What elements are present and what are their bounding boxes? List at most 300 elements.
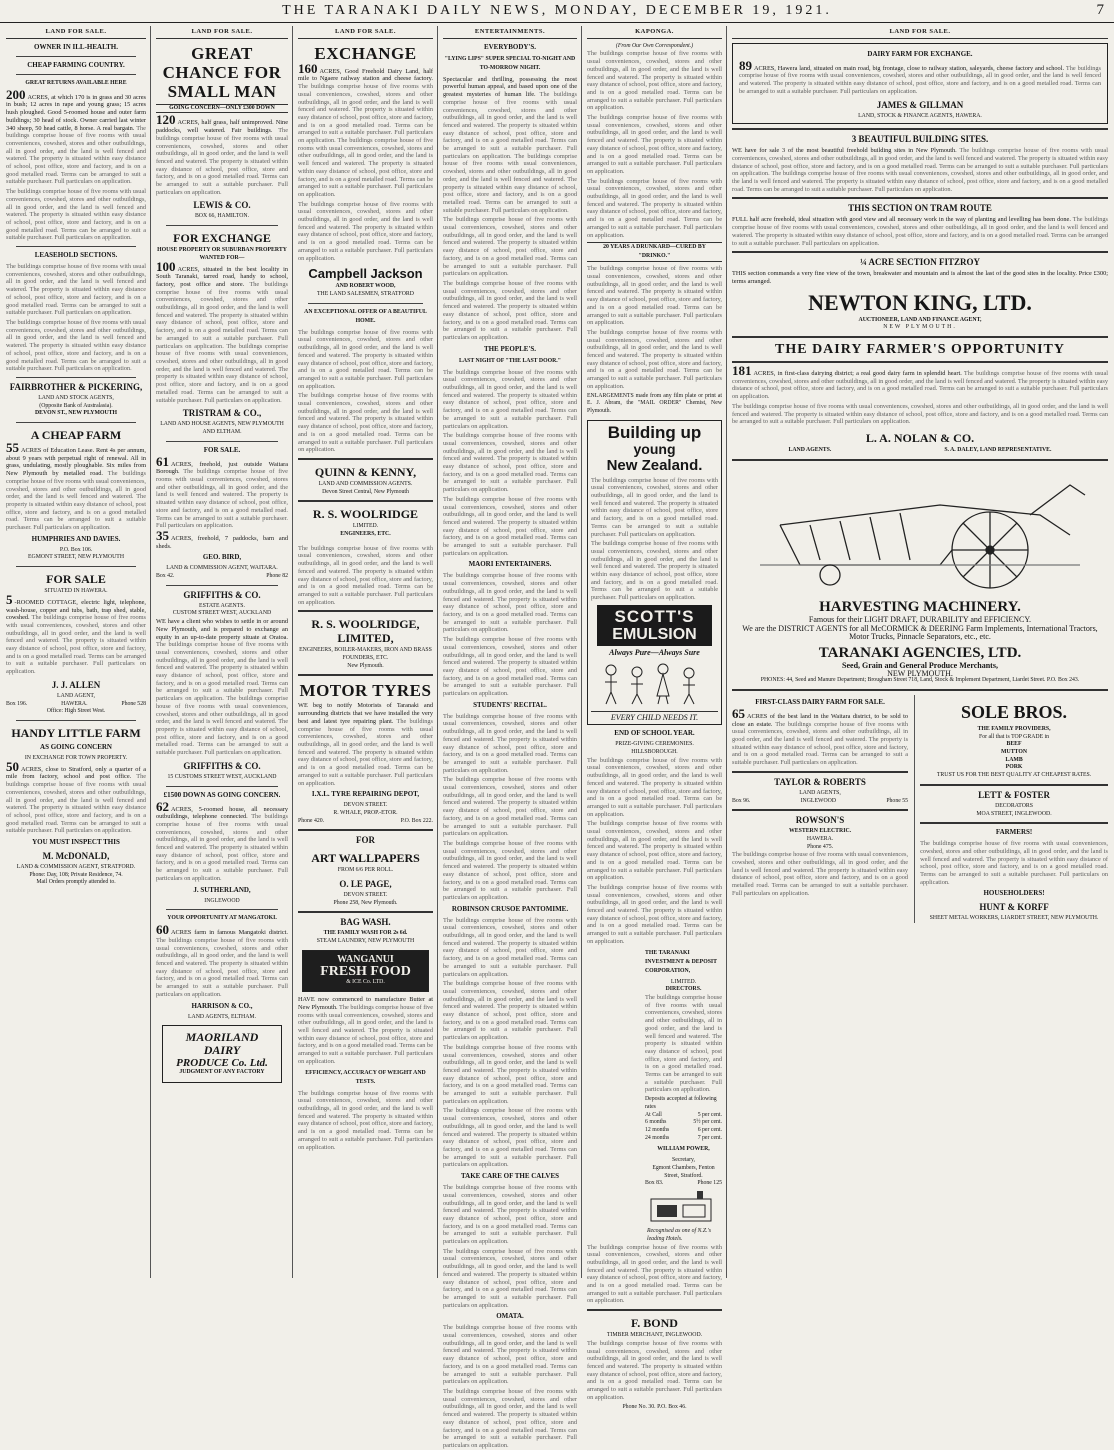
divider <box>298 500 433 502</box>
column-5 <box>587 28 722 1410</box>
text-kitchen-cap: Recognised as one of N.Z.'s leading Hotels. <box>647 1228 712 1242</box>
text-humphries-addr: EGMONT STREET, NEW PLYMOUTH <box>27 554 125 561</box>
text-fill-text: The buildings comprise house of five rooms with usual conveniences, cowshed, stores and other outbuildings, all in good order, and the land is well fenced and watered. The property is situated within easy distance of school, post office, store and factory, and is on a good metalled road. Terms can be arranged to suit a suitable purchaser. Full particulars on application. <box>156 342 288 404</box>
text-fill-text: The buildings comprise house of five rooms with usual conveniences, cowshed, stores and other outbuildings, all in good order, and the land is well fenced and watered. The property is situated within easy distance of school, post office, store and factory, and is on a good metalled road. Terms can be arranged to suit a suitable purchaser. Full particulars on application. <box>587 1339 722 1401</box>
text-fill-text: The buildings comprise house of five rooms with usual conveniences, cowshed, stores and other outbuildings, all in good order, and the land is well fenced and watered. The property is situated within easy distance of school, post office, store and factory, and is on a good metalled road. Terms can be arranged to suit a suitable purchaser. Full particulars on application. <box>920 840 1108 886</box>
text-griffiths-text: WE have a client who wishes to settle in or around New Plymouth, and is prepared to exchange an equity in an up-to-date property situate at Oratoa. <box>156 618 288 641</box>
text-tram-text: FULL half acre freehold, ideal situation with good view and all necessary work in the way of planting and levelling has been done. <box>732 216 1071 224</box>
text-efficiency: EFFICIENCY, ACCURACY OF WEIGHT AND TESTS. <box>305 1069 426 1085</box>
wanganui-logo <box>302 950 429 992</box>
text-nolan-sub: LAND AGENTS. <box>788 446 832 453</box>
ad-body <box>156 618 288 757</box>
text-bagwash-name: STEAM LAUNDRY, NEW PLYMOUTH <box>316 938 415 945</box>
text-woolridge-ltd: LIMITED. <box>352 523 379 530</box>
text-taranaki-inv: THE TARANAKI INVESTMENT & DEPOSIT CORPORATION, <box>645 949 717 974</box>
text-fill-text: The buildings comprise house of five rooms with usual conveniences, cowshed, stores and other outbuildings, all in good order, and the land is well fenced and watered. The property is situated within easy distance of school, post office, store and factory, and is on a good metalled road. Terms can be arranged to suit a suitable purchaser. Full particulars on application. <box>587 114 722 175</box>
text-fill-text: The buildings comprise house of five rooms with usual conveniences, cowshed, stores and other outbuildings, all in good order, and the land is well fenced and watered. The property is situated within easy distance of school, post office, store and factory, and is on a good metalled road. Terms can be arranged to suit a suitable purchaser. Full particulars on application. <box>645 993 722 1094</box>
ad-heading: THIS SECTION ON TRAM ROUTE <box>848 203 992 214</box>
text-campbell-sub: AND ROBERT WOOD, <box>335 283 396 290</box>
scotts-logo <box>597 605 712 646</box>
text-fill-text: The buildings comprise house of five rooms with usual conveniences, cowshed, stores and other outbuildings, all in good order, and the land is well fenced and watered. The property is situated within easy distance of school, post office, store and factory, and is on a good metalled road. Terms can be arranged to suit a suitable purchaser. Full particulars on application. <box>443 1184 577 1246</box>
column-rule <box>437 26 438 1278</box>
text-opp-line: YOUR OPPORTUNITY AT MANGATOKI. <box>167 915 277 922</box>
text-wpower-sub: Secretary, <box>672 1157 695 1164</box>
text-fill-text: The buildings comprise house of five rooms with usual conveniences, cowshed, stores and other outbuildings, all in good order, and the land is well fenced and watered. The property is situated within easy distance of school, post office, store and factory, and is on a good metalled road. Terms can be arranged to suit a suitable purchaser. Full particulars on application. <box>443 1247 577 1309</box>
text-nolan-sub2: S. A. DALEY, LAND REPRESENTATIVE. <box>944 446 1052 453</box>
text-sutherland-place: INGLEWOOD <box>204 897 240 904</box>
ad-body <box>156 112 288 196</box>
text-forsale-sub: SITUATED IN HAWERA. <box>44 588 108 595</box>
text-scott-1: SCOTT'S <box>614 606 695 626</box>
ad-heading: BAG WASH. <box>340 917 391 928</box>
text-sole-lamb: LAMB <box>1005 756 1023 763</box>
text-allen-place: HAWERA. <box>61 700 88 707</box>
text-fill-text: The buildings comprise house of five rooms with usual conveniences, cowshed, stores and other outbuildings, all in good order, and the land is well fenced and watered. The property is situated within easy distance of school, post office, store and factory, and is on a good metalled road. Terms can be arranged to suit a suitable purchaser. Full particulars on application. <box>156 695 288 757</box>
text-hunt-sub: SHEET METAL WORKERS, LIARDET STREET, NEW PLYMOUTH. <box>929 915 1099 922</box>
text-last-night: LAST NIGHT OF "THE LAST DOOR." <box>459 357 561 364</box>
text-fill-text: The buildings comprise house of five rooms with usual conveniences, cowshed, stores and other outbuildings, all in good order, and the land is well fenced and watered. The property is situated within easy distance of school, post office, store and factory, and is on a good metalled road. Terms can be arranged to suit a suitable purchaser. Full particulars on application. <box>443 368 577 430</box>
text-woolridge2-sub: ENGINEERS, BOILER-MAKERS, IRON AND BRASS FOUNDERS, ETC. <box>299 647 432 662</box>
text-james-sub: LAND, STOCK & FINANCE AGENTS, HAWERA. <box>858 112 982 119</box>
divider <box>166 585 278 586</box>
text-fill-text: The buildings comprise house of five rooms with usual conveniences, cowshed, stores and other outbuildings, all in good order, and the land is well fenced and watered. The property is situated within easy distance of school, post office, store and factory, and is on a good metalled road. Terms can be arranged to suit a suitable purchaser. Full particulars on application. <box>591 540 718 602</box>
agent-name: LETT & FOSTER <box>978 789 1050 800</box>
text-fill-text: The buildings comprise house of five rooms with usual conveniences, cowshed, stores and other outbuildings, all in good order, and the land is well fenced and watered. The property is situated within easy distance of school, post office, store and factory, and is on a good metalled road. Terms can be arranged to suit a suitable purchaser. Full particulars on application. <box>156 280 288 350</box>
agent-name: FAIRBROTHER & PICKERING, <box>9 381 143 392</box>
agent-name: GRIFFITHS & CO. <box>183 589 261 600</box>
column-rule <box>292 26 293 1278</box>
text-directors: DIRECTORS. <box>665 986 702 993</box>
text-rate-call-v: 5 per cent. <box>697 1111 722 1118</box>
text-fill-text: The buildings comprise house of five rooms with usual conveniences, cowshed, stores and other outbuildings, all in good order, and the land is well fenced and watered. The property is situated within easy distance of school, post office, store and factory, and is on a good metalled road. Terms can be arranged to suit a suitable purchaser. Full particulars on application. <box>732 851 909 897</box>
text-peoples: THE PEOPLE'S. <box>483 344 537 353</box>
text-ad55-text: ACRES of Education Lease. Rent 4s per annum, about 9 years with perpetual right of renewal. All in grass, undulating, mostly ploughable. Six miles from New Plymouth by metalled road. <box>6 447 146 478</box>
text-humphries: HUMPHRIES AND DAVIES. <box>31 534 121 543</box>
text-sole-beef: BEEF <box>1006 741 1022 748</box>
text-ad50-num: 50 <box>6 758 19 774</box>
text-bird-sub: LAND & COMMISSION AGENT, WAITARA. <box>166 565 278 572</box>
text-manuf-text: HAVE now commenced to manufacture Butter at New Plymouth. <box>298 996 433 1011</box>
text-tyres-text: WE beg to notify Motorists of Taranaki and surrounding districts that we have installed the very best and latest tyre repairing plant. <box>298 702 433 725</box>
text-fitzroy-text: THIS section commands a very fine view of the town, breakwater and mountain and is almost the last of the good sites in the locality. Price £300; terms arranged. <box>732 270 1108 285</box>
text-tarag-phones: PHONES: 44, Seed and Manure Department; Brougham Street 718, Land, Stock & Implement Department, Liardet Street. P.O. Box 243. <box>760 677 1080 684</box>
harvester-illustration-icon <box>740 465 1100 595</box>
text-mdonald-mail: Mail Orders promptly attended to. <box>36 879 116 886</box>
ad-body: The buildings comprise house of five rooms with usual conveniences, cowshed, stores and other outbuildings, all in good order, and the land is well fenced and watered. The property is situated within easy distance of school, post office, store and factory, and is on a good metalled road. Terms can be arranged to suit a suitable purchaser. Full particulars on application. <box>6 263 146 317</box>
text-taylor-place: INGLEWOOD <box>800 797 837 804</box>
text-fill-text: The buildings comprise house of five rooms with usual conveniences, cowshed, stores and other outbuildings, all in good order, and the land is well fenced and watered. The property is situated within easy distance of school, post office, store and factory, and is on a good metalled road. Terms can be arranged to suit a suitable purchaser. Full particulars on application. <box>587 177 722 239</box>
text-ad62-text: ACRES, 5-roomed house, all necessary outbuildings, telephone connected. <box>156 805 288 821</box>
agent-name: TARANAKI AGENCIES, LTD. <box>818 644 1022 661</box>
section-header: ENTERTAINMENTS. <box>443 28 577 39</box>
divider <box>16 246 136 247</box>
text-lxl: I.X.L. TYRE REPAIRING DEPOT, <box>311 790 420 799</box>
text-building-2: young <box>633 440 676 457</box>
text-fill-text: The buildings comprise house of five rooms with usual conveniences, cowshed, stores and other outbuildings, all in good order, and the land is well fenced and watered. The property is situated within easy distance of school, post office, store and factory, and is on a good metalled road. Terms can be arranged to suit a suitable purchaser. Full particulars on application. <box>298 83 433 145</box>
text-body-text: Spectacular and thrilling, possessing the most powerful human appeal, and based upon one of the greatest mysteries of human life. <box>443 75 577 99</box>
text-ad89-num: 89 <box>739 57 752 73</box>
text-tic-ltd: LIMITED. <box>670 978 697 985</box>
masthead-title: THE TARANAKI DAILY NEWS, MONDAY, DECEMBER 19, 1921. <box>282 3 832 18</box>
text-allen-phone: Phone 528 <box>121 700 146 707</box>
agent-name: TRISTRAM & CO., <box>182 408 262 419</box>
ad-heading: OWNER IN ILL-HEALTH. <box>34 42 118 51</box>
text-ad50-text: ACRES, close to Stratford, only a quarter of a mile from factory, school and post office. <box>6 765 146 781</box>
agent-name: ROWSON'S <box>795 815 845 826</box>
text-fill-text: The buildings comprise house of five rooms with usual conveniences, cowshed, stores and other outbuildings, all in good order, and the land is well fenced and watered. The property is situated within easy distance of school, post office, store and factory, and is on a good metalled road. Terms can be arranged to suit a suitable purchaser. Full particulars on application. <box>298 392 433 454</box>
kitchen-range-icon <box>647 1191 717 1225</box>
divider <box>920 784 1108 786</box>
ad-heading: LEASEHOLD SECTIONS. <box>34 251 118 260</box>
text-fill-text: The buildings comprise house of five rooms with usual conveniences, cowshed, stores and other outbuildings, all in good order, and the land is well fenced and watered. The property is situated within easy distance of school, post office, store and factory, and is on a good metalled road. Terms can be arranged to suit a suitable purchaser. Full particulars on application. <box>443 980 577 1042</box>
section-header: LAND FOR SALE. <box>6 28 146 39</box>
text-ad160-text: ACRES, Good Freehold Dairy Land, half mile to Ngaere railway station and cheese factory. <box>298 67 433 83</box>
text-allen-box: Box 196. <box>6 700 28 707</box>
text-fill-text: The buildings comprise house of five rooms with usual conveniences, cowshed, stores and other outbuildings, all in good order, and the land is well fenced and watered. The property is situated within easy distance of school, post office, store and factory, and is on a good metalled road. Terms can be arranged to suit a suitable purchaser. Full particulars on application. <box>6 470 146 532</box>
text-maoriland-1: MAORILAND DAIRY <box>185 1030 259 1058</box>
text-h-exceptional: AN EXCEPTIONAL OFFER OF A BEAUTIFUL HOME. <box>304 308 427 324</box>
text-sole-sub: THE FAMILY PROVIDERS, <box>977 725 1051 732</box>
text-fill-text: The buildings comprise house of five rooms with usual conveniences, cowshed, stores and other outbuildings, all in good order, and the land is well fenced and watered. The property is situated within easy distance of school, post office, store and factory, and is on a good metalled road. Terms can be arranged to suit a suitable purchaser. Full particulars on application. <box>732 402 1108 426</box>
agent-name: JAMES & GILLMAN <box>876 99 964 110</box>
text-fill-text: The buildings comprise house of five rooms with usual conveniences, cowshed, stores and other outbuildings, all in good order, and the land is well fenced and watered. The property is situated within easy distance of school, post office, store and factory, and is on a good metalled road. Terms can be arranged to suit a suitable purchaser. Full particulars on application. <box>732 170 1108 193</box>
text-building-3: New Zealand. <box>606 456 703 474</box>
text-h-households: HOUSEHOLDERS! <box>983 889 1045 898</box>
text-rate-12-v: 6 per cent. <box>697 1126 722 1133</box>
children-illustration-icon <box>595 660 715 708</box>
text-rate-6: 6 months <box>645 1119 667 1126</box>
text-lxl-phone: Phone 420. <box>298 817 325 824</box>
text-ad61-text: ACRES, freehold, just outside Waitara Borough. <box>156 460 288 476</box>
text-fill-text: The buildings comprise house of five rooms with usual conveniences, cowshed, stores and other outbuildings, all in good order, and the land is well fenced and watered. The property is situated within easy distance of school, post office, store and factory, and is on a good metalled road. Terms can be arranged to suit a suitable purchaser. Full particulars on application. <box>156 813 288 882</box>
text-ad65-text: ACRES of the best land in the Waitara district, to be sold to close an estate. <box>732 712 909 728</box>
text-rate-12: 12 months <box>645 1126 670 1133</box>
text-fill-text: The buildings comprise house of five rooms with usual conveniences, cowshed, stores and other outbuildings, all in good order, and the land is well fenced and watered. The property is situated within easy distance of school, post office, store and factory, and is on a good metalled road. Terms can be arranged to suit a suitable purchaser. Full particulars on application. <box>443 712 577 774</box>
column-1 <box>6 28 146 1278</box>
maoriland-ad <box>162 1025 282 1083</box>
text-fairbrother-place: DEVON ST., NEW PLYMOUTH <box>34 410 118 417</box>
text-ad65-num: 65 <box>732 705 745 721</box>
text-scott-cap: EVERY CHILD NEEDS IT. <box>591 711 718 722</box>
text-lewis-box: BOX 66, HAMILTON. <box>194 213 250 220</box>
text-mdonald-phone: Phone: Day, 108; Private Residence, 74. <box>29 871 123 878</box>
text-ad181-num: 181 <box>732 363 752 379</box>
text-ad61-num: 61 <box>156 453 169 469</box>
text-bond-phone: Phone No. 30. P.O. Box 46. <box>622 1403 687 1410</box>
column-4 <box>443 28 578 1449</box>
text-page-addr: DEVON STREET. <box>343 892 388 899</box>
text-bond-sub: TIMBER MERCHANT, INGLEWOOD. <box>606 1332 703 1339</box>
divider <box>732 336 1108 338</box>
ad-heading: GREAT CHANCE FOR SMALL MAN <box>162 43 282 101</box>
text-griffiths2-addr: 15 CUSTOMS STREET WEST, AUCKLAND <box>167 773 277 780</box>
ad-body <box>156 258 288 405</box>
text-fill-text: The buildings comprise house of five rooms with usual conveniences, cowshed, stores and other outbuildings, all in good order, and the land is well fenced and watered. The property is situated within easy distance of school, post office, store and factory, and is on a good metalled road. Terms can be arranged to suit a suitable purchaser. Full particulars on application. <box>443 776 577 838</box>
divider <box>166 786 278 787</box>
text-harvest-sub: Famous for their LIGHT DRAFT, DURABILITY and EFFICIENCY. <box>808 614 1032 624</box>
text-harrison-sub: LAND AGENTS, ELTHAM. <box>187 1013 257 1020</box>
scotts-emulsion-ad <box>587 420 722 726</box>
divider <box>732 128 1108 130</box>
text-h-forsale: FOR SALE. <box>203 445 241 454</box>
text-fill-text: The buildings comprise house of five rooms with usual conveniences, cowshed, stores and other outbuildings, all in good order, and the land is well fenced and watered. The property is situated within easy distance of school, post office, store and factory, and is on a good metalled road. Terms can be arranged to suit a suitable purchaser. Full particulars on application. <box>443 279 577 341</box>
agent-name: GRIFFITHS & CO. <box>183 760 261 771</box>
divider <box>732 459 1108 461</box>
text-allen-sub: LAND AGENT, <box>57 692 95 699</box>
divider <box>166 441 278 442</box>
text-lxl-box: P.O. Box 222. <box>400 817 433 824</box>
divider <box>732 689 1108 691</box>
ad-heading: MOTOR TYRES <box>299 681 432 701</box>
text-ad120-text: ACRES, half grass, half unimproved. Nine paddocks, well watered. Fair buildings. <box>156 119 288 135</box>
text-scott-2: EMULSION <box>612 625 697 643</box>
divider <box>166 225 278 226</box>
text-lett-addr: MOA STREET, INGLEWOOD. <box>976 810 1052 817</box>
text-ad35-text: ACRES, freehold, 7 paddocks, barn and sheds. <box>156 534 288 550</box>
text-fill-text: The buildings comprise house of five rooms with usual conveniences, cowshed, stores and other outbuildings, all in good order, and the land is well fenced and watered. The property is situated within easy distance of school, post office, store and factory, and is on a good metalled road. Terms can be arranged to suit a suitable purchaser. Full particulars on application. <box>298 137 433 198</box>
ad-body: The buildings comprise house of five rooms with usual conveniences, cowshed, stores and other outbuildings, all in good order, and the land is well fenced and watered. The property is situated within easy distance of school, post office, store and factory, and is on a good metalled road. Terms can be arranged to suit a suitable purchaser. Full particulars on application. <box>6 318 146 373</box>
ad-body <box>298 60 433 199</box>
text-fill-text: The buildings comprise house of five rooms with usual conveniences, cowshed, stores and other outbuildings, all in good order, and the land is well fenced and watered. The property is situated within easy distance of school, post office, store and factory, and is on a good metalled road. Terms can be arranged to suit a suitable purchaser. Full particulars on application. <box>587 1243 722 1305</box>
ad-heading: EXCHANGE <box>314 43 417 63</box>
text-griffiths-place: CUSTOM STREET WEST, AUCKLAND <box>172 610 272 617</box>
text-fill-text: The buildings comprise house of five rooms with usual conveniences, cowshed, stores and other outbuildings, all in good order, and the land is well fenced and watered. The property is situated within easy distance of school, post office, store and factory, and is on a good metalled road. Terms can be arranged to suit a suitable purchaser. Full particulars on application. <box>298 200 433 262</box>
ad-heading: FIRST-CLASS DAIRY FARM FOR SALE. <box>755 697 885 706</box>
agent-name: HUNT & KORFF <box>979 902 1049 913</box>
masthead <box>0 0 1114 23</box>
text-fill-text: The buildings comprise house of five rooms with usual conveniences, cowshed, stores and other outbuildings, all in good order, and the land is well fenced and watered. The property is situated within easy distance of school, post office, store and factory, and is on a good metalled road. Terms can be arranged to suit a suitable purchaser. Full particulars on application. <box>587 50 722 112</box>
agent-name: Campbell Jackson <box>308 266 423 282</box>
text-tarag-sub: Seed, Grain and General Produce Merchants, <box>842 660 998 670</box>
divider <box>16 720 136 721</box>
text-sole-pork: PORK <box>1005 764 1023 771</box>
text-newton-sub: AUCTIONEER, LAND AND FINANCE AGENT, <box>858 316 982 323</box>
text-rate-24: 24 months <box>645 1134 670 1141</box>
text-wpower: WILLIAM POWER, <box>657 1146 710 1153</box>
text-fill-text: The buildings comprise house of five rooms with usual conveniences, cowshed, stores and other outbuildings, all in good order, and the land is well fenced and watered. The property is situated within easy distance of school, post office, store and factory, and is on a good metalled road. Terms can be arranged to suit a suitable purchaser. Full particulars on application. <box>443 1387 577 1449</box>
text-building-1: Building up <box>607 422 702 442</box>
agent-name: J. J. ALLEN <box>51 679 101 690</box>
divider <box>16 566 136 567</box>
text-omata: OMATA. <box>496 1312 524 1321</box>
text-ad100-num: 100 <box>156 258 176 274</box>
ad-body <box>6 440 146 532</box>
column-rule <box>726 26 727 1278</box>
agent-name: O. LE PAGE, <box>339 879 392 890</box>
agent-name: GEO. BIRD, <box>202 553 242 562</box>
column-6 <box>732 28 1108 1278</box>
text-rate-call: At Call <box>645 1111 662 1118</box>
ad-body: The buildings comprise house of five rooms with usual conveniences, cowshed, stores and other outbuildings, all in good order, and the land is well fenced and watered. The property is situated within easy distance of school, post office, store and factory, and is on a good metalled road. Terms can be arranged to suit a suitable purchaser. Full particulars on application. <box>6 188 146 242</box>
section-header: LAND FOR SALE. <box>298 28 433 39</box>
divider <box>298 610 433 612</box>
text-bagwash-sub: THE FAMILY WASH FOR 2s 6d. <box>323 930 408 937</box>
text-tristram-sub: LAND AND HOUSE AGENTS, NEW PLYMOUTH AND ELTHAM. <box>160 421 284 435</box>
divider <box>16 74 136 75</box>
text-fill-text: The buildings comprise house of five rooms with usual conveniences, cowshed, stores and other outbuildings, all in good order, and the land is well fenced and watered. The property is situated within easy distance of school, post office, store and factory, and is on a good metalled road. Terms can be arranged to suit a suitable purchaser. Full particulars on application. <box>156 936 288 998</box>
agent-name: R. S. WOOLRIDGE, LIMITED, <box>311 617 420 646</box>
ad-heading: 3 BEAUTIFUL BUILDING SITES. <box>851 134 989 145</box>
text-lett-sub: DECORATORS <box>995 802 1033 809</box>
text-fill-text: The buildings comprise house of five rooms with usual conveniences, cowshed, stores and other outbuildings, all in good order, and the land is well fenced and watered. The property is situated within easy distance of school, post office, store and factory, and is on a good metalled road. Terms can be arranged to suit a suitable purchaser. Full particulars on application. <box>298 1089 433 1151</box>
text-lying-lips: "LYING LIPS" SUPER SPECIAL TO-NIGHT AND TO-MORROW NIGHT. <box>444 55 576 71</box>
section-header: LAND FOR SALE. <box>732 28 1108 39</box>
text-fill-text: The buildings comprise house of five rooms with usual conveniences, cowshed, stores and other outbuildings, all in good order, and the land is well fenced and watered. The property is situated within easy distance of school, post office, store and factory, and is on a good metalled road. Terms can be arranged to suit a suitable purchaser. Full particulars on application. <box>587 265 722 327</box>
text-fill-text: The buildings comprise house of five rooms with usual conveniences, cowshed, stores and other outbuildings, all in good order, and the land is well fenced and watered. The property is situated within easy distance of school, post office, store and factory, and is on a good metalled road. Terms can be arranged to suit a suitable purchaser. Full particulars on application. <box>587 328 722 390</box>
text-lxl-name: R. WHALE, PROP.-ETOR. <box>333 809 398 816</box>
divider <box>298 911 433 913</box>
agent-name: NEWTON KING, LTD. <box>808 289 1032 315</box>
text-wpower-phone: Phone 125 <box>697 1180 722 1187</box>
text-fill-text: The buildings comprise house of five rooms with usual conveniences, cowshed, stores and other outbuildings, all in good order, and the land is well fenced and watered. The property is situated within easy distance of school, post office, store and factory, and is on a good metalled road. Terms can be arranged to suit a suitable purchaser. Full particulars on application. <box>591 476 718 538</box>
text-ad5-text: -ROOMED COTTAGE, electric light, telephone, wash-house, copper and tubs, bath, trap shed, stable, cowshed. <box>6 598 146 622</box>
ad-body <box>298 996 433 1065</box>
ad-body <box>156 527 288 550</box>
text-mdonald-sub: LAND & COMMISSION AGENT, STRATFORD. <box>16 864 136 871</box>
text-woolridge2-addr: New Plymouth. <box>347 662 384 669</box>
text-quinn-addr: Devon Street Central, New Plymouth <box>322 488 409 495</box>
text-fill-text: The buildings comprise house of five rooms with usual conveniences, cowshed, stores and other outbuildings, all in good order, and the land is well fenced and watered. The property is situated within easy distance of school, post office, store and factory, and is on a good metalled road. Terms can be arranged to suit a suitable purchaser. Full particulars on application. <box>298 544 433 606</box>
text-ad200-num: 200 <box>6 86 26 102</box>
text-lxl-addr: DEVON STREET. <box>343 802 388 809</box>
text-fill-text: The buildings comprise house of five rooms with usual conveniences, cowshed, stores and other outbuildings, all in good order, and the land is well fenced and watered. The property is situated within easy distance of school, post office, store and factory, and is on a good metalled road. Terms can be arranged to suit a suitable purchaser. Full particulars on application. <box>443 916 577 978</box>
text-ad62-num: 62 <box>156 798 169 814</box>
text-fill-text: The buildings comprise house of five rooms with usual conveniences, cowshed, stores and other outbuildings, all in good order, and the land is well fenced and watered. The property is situated within easy distance of school, post office, store and factory, and is on a good metalled road. Terms can be arranged to suit a suitable purchaser. Full particulars on application. <box>298 1003 433 1065</box>
text-fill-text: The buildings comprise house of five rooms with usual conveniences, cowshed, stores and other outbuildings, all in good order, and the land is well fenced and watered. The property is situated within easy distance of school, post office, store and factory, and is on a good metalled road. Terms can be arranged to suit a suitable purchaser. Full particulars on application. <box>298 717 433 787</box>
text-fill-text: The buildings comprise house of five rooms with usual conveniences, cowshed, stores and other outbuildings, all in good order, and the land is well fenced and watered. The property is situated within easy distance of school, post office, store and factory, and is on a good metalled road. Terms can be arranged to suit a suitable purchaser. Full particulars on application. <box>298 328 433 390</box>
text-calves: TAKE CARE OF THE CALVES <box>460 1172 560 1181</box>
text-recital: STUDENTS' RECITAL. <box>473 700 547 709</box>
text-newton-place: NEW PLYMOUTH. <box>883 324 957 331</box>
text-ad55-num: 55 <box>6 440 19 456</box>
text-wpower-box: Box 83. <box>645 1180 664 1187</box>
text-prize: PRIZE-GIVING CEREMONIES. <box>615 741 694 748</box>
text-fill-text: The buildings comprise house of five rooms with usual conveniences, cowshed, stores and other outbuildings, all in good order, and the land is well fenced and watered. The property is situated within easy distance of school, post office, store and factory, and is on a good metalled road. Terms can be arranged to suit a suitable purchaser. Full particulars on application. <box>443 1107 577 1169</box>
ad-heading: HANDY LITTLE FARM <box>11 726 141 740</box>
text-fill-text: The buildings comprise house of five rooms with usual conveniences, cowshed, stores and other outbuildings, all in good order, and the land is well fenced and watered. The property is situated within easy distance of school, post office, store and factory, and is on a good metalled road. Terms can be arranged to suit a suitable purchaser. Full particulars on application. <box>6 773 147 835</box>
text-fairbrother-sub: LAND AND STOCK AGENTS, <box>38 394 114 401</box>
divider <box>732 197 1108 199</box>
divider <box>16 422 136 423</box>
text-sole-line: For all that is TOP GRADE in <box>978 733 1050 740</box>
divider <box>920 822 1108 824</box>
text-fairbrother-bank: (Opposite Bank of Australasia). <box>39 402 113 409</box>
text-fill-text: The buildings comprise house of five rooms with usual conveniences, cowshed, stores and other outbuildings, all in good order, and the land is well fenced and watered. The property is situated within easy distance of school, post office, store and factory, and is on a good metalled road. Terms can be arranged to suit a suitable purchaser. Full particulars on application. <box>587 756 722 818</box>
text-fill-text: The buildings comprise house of five rooms with usual conveniences, cowshed, stores and other outbuildings, all in good order, and the land is well fenced and watered. The property is situated within easy distance of school, post office, store and factory, and is on a good metalled road. Terms can be arranged to suit a suitable purchaser. Full particulars on application. <box>443 636 577 698</box>
text-maoriland-2: PRODUCE Co. Ltd. <box>176 1057 268 1070</box>
text-sole-trust: TRUST US FOR THE BEST QUALITY AT CHEAPEST RATES. <box>936 772 1092 779</box>
text-rowson-phone: Phone 475. <box>806 843 834 850</box>
text-fill-text: The buildings comprise house of five rooms with usual conveniences, cowshed, stores and other outbuildings, all in good order, and the land is well fenced and watered. The property is situated within easy distance of school, post office, store and factory, and is on a good metalled road. Terms can be arranged to suit a suitable purchaser. Full particulars on application. <box>443 495 577 557</box>
section-header: LAND FOR SALE. <box>156 28 288 39</box>
text-harrison: HARRISON & CO., <box>191 1001 253 1010</box>
text-rowson-place: HAWERA. <box>806 835 834 842</box>
text-ad100-text: ACRES, situated in the best locality in South Taranaki, tarred road, handy to school, factory, post office and store. <box>156 265 288 288</box>
text-page-phone: Phone 258, New Plymouth. <box>333 899 398 906</box>
text-end-school: END OF SCHOOL YEAR. <box>614 729 695 738</box>
text-woolridge-eng: ENGINEERS, ETC. <box>340 531 391 538</box>
text-fill-text: The buildings comprise house of five rooms with usual conveniences, cowshed, stores and other outbuildings, all in good order, and the land is well fenced and watered. The property is situated within easy distance of school, post office, store and factory, and is on a good metalled road. Terms can be arranged to suit a suitable purchaser. Full particulars on application. <box>443 1043 577 1105</box>
text-wanganui-2: FRESH FOOD <box>320 963 411 979</box>
text-deposits: Deposits accepted at following rates <box>645 1096 717 1110</box>
text-fill-text: The buildings comprise house of five rooms with usual conveniences, cowshed, stores and other outbuildings, all in good order, and the land is well fenced and watered. The property is situated within easy distance of school, post office, store and factory, and is on a good metalled road. Terms can be arranged to suit a suitable purchaser. Full particulars on application. <box>587 883 722 945</box>
text-fill-text: The buildings comprise house of five rooms with usual conveniences, cowshed, stores and other outbuildings, all in good order, and the land is well fenced and watered. The property is situated within easy distance of school, post office, store and factory, and is on a good metalled road. Terms can be arranged to suit a suitable purchaser. Full particulars on application. <box>156 127 288 196</box>
text-ad200-text: ACRES, at which 170 is in grass and 30 acres in bush; 12 acres in rape and young grass; 15 acres hush ploughed. Good 5-roomed house and outer farm buildings; 30 head of stock. Owner carried last winter 340 sheep, 50 head cattle, 8 horse. A real bargain. <box>6 93 146 132</box>
section-header: KAPONGA. <box>587 28 722 39</box>
text-ad60-text: ACRES farm in famous Mangatoki district. <box>171 929 288 937</box>
text-griffiths-sub: ESTATE AGENTS. <box>199 602 245 609</box>
text-concern-line: GOING CONCERN—ONLY £300 DOWN <box>156 104 288 114</box>
text-everybodys: EVERYBODY'S. <box>483 42 537 51</box>
ad-heading: FOR SALE <box>46 572 106 587</box>
text-maori-ent: MAORI ENTERTAINERS. <box>468 560 552 569</box>
text-fill-text: The buildings comprise house of five rooms with usual conveniences, cowshed, stores and other outbuildings, all in good order, and the land is well fenced and watered. The property is situated within easy distance of school, post office, store and factory, and is on a good metalled road. Terms can be arranged to suit a suitable purchaser. Full particulars on application. <box>443 1324 577 1386</box>
text-concern-sub: IN EXCHANGE FOR TOWN PROPERTY. <box>24 755 128 761</box>
divider <box>732 361 1108 363</box>
text-drunkard: 20 YEARS A DRUNKARD—CURED BY "DRINKO." <box>587 242 722 262</box>
ad-heading: CHEAP FARMING COUNTRY. <box>27 60 125 69</box>
text-ad120-num: 120 <box>156 112 176 128</box>
text-hillsborough: HILLSBOROUGH. <box>631 749 678 755</box>
ad-body <box>6 86 146 186</box>
text-taylor-phone: Phone 55 <box>886 797 909 804</box>
agent-name: SOLE BROS. <box>961 701 1068 722</box>
agent-name: F. BOND <box>631 1316 678 1331</box>
agent-name: R. S. WOOLRIDGE <box>312 507 419 522</box>
divider <box>298 829 433 831</box>
text-taylor-box: Box 96. <box>732 797 751 804</box>
divider <box>587 1309 722 1311</box>
text-corresp: (From Our Own Correspondent.) <box>615 42 694 49</box>
divider <box>166 909 278 910</box>
page-number: 7 <box>1096 2 1104 18</box>
text-wanganui-3: & ICE Co. LTD. <box>346 978 385 985</box>
text-art-sub: FROM 6/6 PER ROLL. <box>337 867 394 874</box>
column-rule <box>150 26 151 1278</box>
text-fill-text: The buildings comprise house of five rooms with usual conveniences, cowshed, stores and other outbuildings, all in good order, and the land is well fenced and watered. The property is situated within easy distance of school, post office, store and factory, and is on a good metalled road. Terms can be arranged to suit a suitable purchaser. Full particulars on application. <box>156 641 288 703</box>
text-wpower-addr: Egmont Chambers, Fenton Street, Stratford. <box>652 1165 715 1179</box>
text-exchange-sub: HOUSE PROPERTY OR SUBURBAN PROPERTY WANTED FOR— <box>157 247 287 261</box>
text-h-farmers: FARMERS! <box>995 828 1033 837</box>
text-humphries-box: P.O. Box 106. <box>59 546 93 553</box>
text-enlarge: ENLARGEMENTS made from any film plate or print at E. J. Abram, the "MAIL ORDER" Chemist, New Plymouth. <box>587 392 722 414</box>
text-fill-text: The buildings comprise house of five rooms with usual conveniences, cowshed, stores and other outbuildings, all in good order, and the land is well fenced and watered. The property is situated within easy distance of school, post office, store and factory, and is on a good metalled road. Terms can be arranged to suit a suitable purchaser. Full particulars on application. <box>443 432 577 494</box>
ad-heading: HARVESTING MACHINERY. <box>819 598 1021 615</box>
bottom-subcolumns <box>732 695 1108 923</box>
text-tarag-place: NEW PLYMOUTH. <box>887 668 953 678</box>
text-fill-text: The buildings comprise house of five rooms with usual conveniences, cowshed, stores and other outbuildings, all in good order, and the land is well fenced and watered. The property is situated within easy distance of school, post office, store and factory, and is on a good metalled road. Terms can be arranged to suit a suitable purchaser. Full particulars on application. <box>732 216 1108 247</box>
text-maoriland-3: JUDGMENT OF ANY FACTORY <box>179 1069 265 1076</box>
text-inspect: YOU MUST INSPECT THIS <box>32 838 120 847</box>
ad-body <box>156 798 288 883</box>
text-h-sutherland: J. SUTHERLAND, <box>193 885 251 894</box>
column-3 <box>298 28 433 1278</box>
text-fill-text: The buildings comprise house of five rooms with usual conveniences, cowshed, stores and other outbuildings, all in good order, and the land is well fenced and watered. The property is situated within easy distance of school, post office, store and factory, and is on a good metalled road. Terms can be arranged to suit a suitable purchaser. Full particulars on application. <box>443 216 577 278</box>
ad-heading: DAIRY FARM FOR EXCHANGE. <box>867 49 973 58</box>
text-ad35-num: 35 <box>156 527 169 543</box>
text-fill-text: The buildings comprise house of five rooms with usual conveniences, cowshed, stores and other outbuildings, all in good order, and the land is well fenced and watered. The property is situated within easy distance of school, post office, store and factory, and is on a good metalled road. Terms can be arranged to suit a suitable purchaser. Full particulars on application. <box>443 91 578 160</box>
agent-name: QUINN & KENNY, <box>314 464 417 479</box>
text-fill-text: The buildings comprise house of five rooms with usual conveniences, cowshed, stores and other outbuildings, all in good order, and the land is well fenced and watered. The property is situated within easy distance of school, post office, store and factory, and is on a good metalled road. Terms can be arranged to suit a suitable purchaser. Full particulars on application. <box>6 614 146 676</box>
text-ad60-num: 60 <box>156 922 169 938</box>
text-rate-6-v: 5½ per cent. <box>693 1119 722 1126</box>
text-h-1500: £1500 DOWN AS GOING CONCERN. <box>163 790 281 799</box>
divider <box>298 458 433 460</box>
text-harvest-text: We are the DISTRICT AGENTS for all McCORMICK & DEERING Farm Implements, International Tractors, Motor Trucks, Pinnacle Separators, etc., etc. <box>742 624 1098 642</box>
ad-heading: A CHEAP FARM <box>30 428 122 443</box>
agent-name: M. McDONALD, <box>42 851 110 862</box>
text-bird-box: Box 42. <box>156 573 175 580</box>
